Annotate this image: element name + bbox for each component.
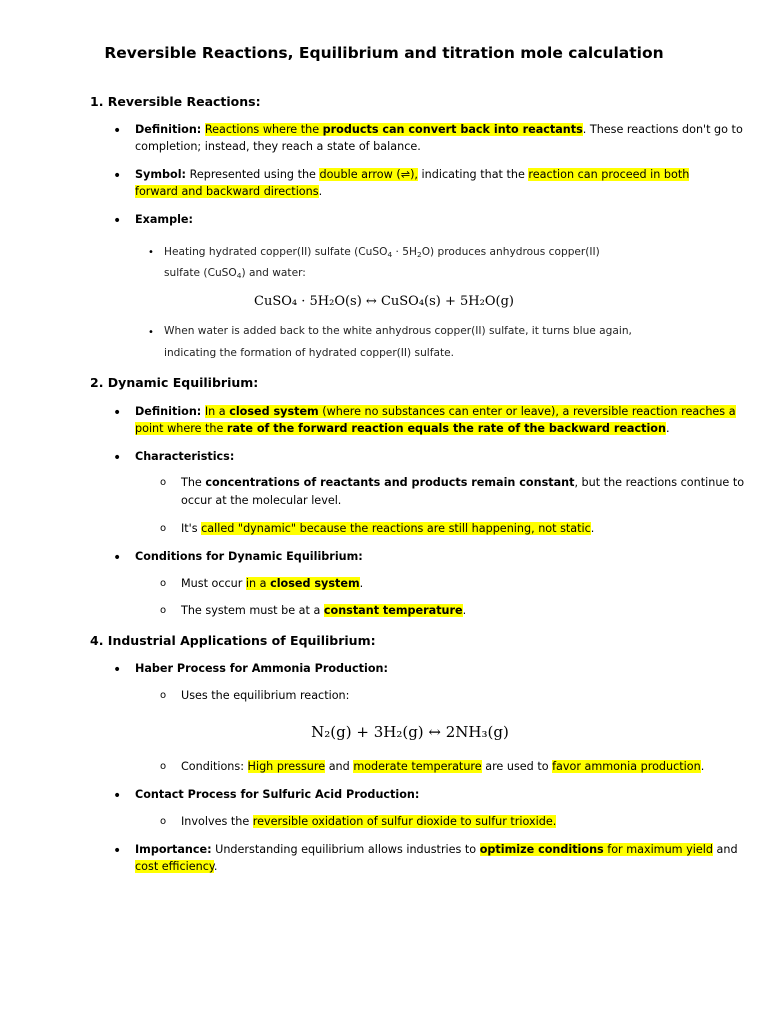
section-heading-dynamic-equilibrium: 2. Dynamic Equilibrium: [90, 375, 259, 390]
example-label: Example: [135, 213, 193, 226]
symbol-line-1: Symbol: Represented using the double arrow (⇌), indicating that the reaction can proceed in both [135, 168, 690, 181]
equation-copper-sulfate: CuSO₄ · 5H₂O(s) ↔ CuSO₄(s) + 5H₂O(g) [254, 294, 514, 309]
definition-line-2: completion; instead, they reach a state of balance. [135, 140, 421, 153]
importance-line-2: cost efficiency. [135, 860, 218, 873]
bullet: • [113, 213, 122, 229]
bullet: • [113, 123, 122, 139]
bullet: • [113, 550, 122, 566]
example-1-line-1: Heating hydrated copper(II) sulfate (CuSO$_4$ · $5H_2O$) produces anhydrous copper(II) [164, 246, 600, 259]
section-heading-industrial-applications: 4. Industrial Applications of Equilibrium: [90, 633, 376, 648]
contact-process-label: Contact Process for Sulfuric Acid Production: [135, 788, 420, 801]
sub-bullet: o [160, 578, 167, 589]
characteristic-2: It's called "dynamic" because the reactions are still happening, not static. [181, 522, 595, 535]
contact-1: Involves the reversible oxidation of sulfur dioxide to sulfur trioxide. [181, 815, 557, 828]
importance-line-1: Importance: Understanding equilibrium allows industries to optimize conditions for maximum yield and [135, 843, 738, 856]
sub-bullet: o [160, 605, 167, 616]
bullet: • [113, 843, 122, 859]
page-title: Reversible Reactions, Equilibrium and titration mole calculation [104, 44, 664, 62]
example-1-line-2: sulfate (CuSO$_4$) and water: [164, 267, 306, 280]
definition-line-1: Definition: Reactions where the products can convert back into reactants. These reactions don't go to [135, 123, 743, 136]
de-definition-line-2: point where the rate of the forward reaction equals the rate of the backward reaction. [135, 422, 670, 435]
characteristics-label: Characteristics: [135, 450, 235, 463]
section-heading-reversible-reactions: 1. Reversible Reactions: [90, 94, 261, 109]
bullet: • [113, 450, 122, 466]
example-2-line-1: When water is added back to the white anhydrous copper(II) sulfate, it turns blue again, [164, 325, 632, 337]
sub-bullet: o [160, 477, 167, 488]
sub-bullet: o [160, 761, 167, 772]
sub-bullet: o [160, 816, 167, 827]
condition-2: The system must be at a constant temperature. [181, 604, 467, 617]
de-definition-line-1: Definition: In a closed system (where no substances can enter or leave), a reversible reaction reaches a [135, 405, 736, 418]
haber-2: Conditions: High pressure and moderate temperature are used to favor ammonia production. [181, 760, 705, 773]
characteristic-1-line-2: occur at the molecular level. [181, 494, 342, 507]
bullet: • [113, 662, 122, 678]
small-bullet: • [148, 327, 154, 338]
bullet: • [113, 168, 122, 184]
sub-bullet: o [160, 690, 167, 701]
sub-bullet: o [160, 523, 167, 534]
condition-1: Must occur in a closed system. [181, 577, 364, 590]
example-2-line-2: indicating the formation of hydrated copper(II) sulfate. [164, 347, 454, 359]
equation-haber: N₂(g) + 3H₂(g) ↔ 2NH₃(g) [311, 723, 509, 741]
conditions-label: Conditions for Dynamic Equilibrium: [135, 550, 363, 563]
haber-process-label: Haber Process for Ammonia Production: [135, 662, 388, 675]
symbol-line-2: forward and backward directions. [135, 185, 323, 198]
small-bullet: • [148, 247, 154, 258]
bullet: • [113, 788, 122, 804]
bullet: • [113, 405, 122, 421]
haber-1: Uses the equilibrium reaction: [181, 689, 350, 702]
characteristic-1-line-1: The concentrations of reactants and products remain constant, but the reactions continue to [181, 476, 745, 489]
